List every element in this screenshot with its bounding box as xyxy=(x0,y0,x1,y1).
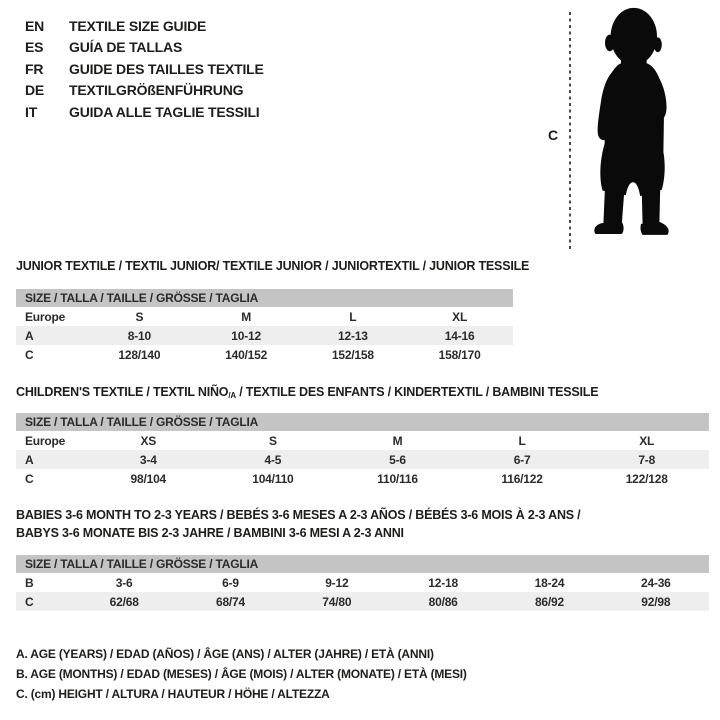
row-label: Europe xyxy=(25,309,66,324)
cell: S xyxy=(268,433,277,448)
language-row-it xyxy=(25,101,264,123)
cell: 158/170 xyxy=(438,347,481,362)
cell: XL xyxy=(452,309,468,324)
cell: 98/104 xyxy=(130,471,167,486)
row-label: B xyxy=(25,575,34,590)
table-row-europe xyxy=(16,307,513,326)
language-code: EN xyxy=(25,17,45,34)
language-code: FR xyxy=(25,60,44,77)
cell: L xyxy=(349,309,357,324)
cell: 6-9 xyxy=(222,575,239,590)
cell: 10-12 xyxy=(193,326,300,345)
cell: L xyxy=(518,433,526,448)
cell: 116/122 xyxy=(501,471,543,486)
cell: 92/98 xyxy=(603,592,709,611)
junior-size-table xyxy=(16,289,513,364)
cell: 74/80 xyxy=(284,592,390,611)
children-title-post: / TEXTILE DES ENFANTS / KINDERTEXTIL / BAMBINI TESSILE xyxy=(235,385,599,399)
children-title-sub: /A xyxy=(228,391,236,400)
language-row-de xyxy=(25,80,264,102)
cell: XL xyxy=(639,433,655,448)
babies-size-table xyxy=(16,555,709,611)
language-row-es xyxy=(25,37,264,59)
cell: 14-16 xyxy=(406,326,513,345)
cell: 128/140 xyxy=(118,347,161,362)
cell: M xyxy=(392,433,403,448)
cell: 110/116 xyxy=(377,471,418,486)
cell: 5-6 xyxy=(335,450,460,469)
size-header-bar: SIZE / TALLA / TAILLE / GRÖSSE / TAGLIA xyxy=(16,289,513,307)
cell: 3-4 xyxy=(86,450,211,469)
cell: 12-13 xyxy=(300,326,407,345)
row-label: C xyxy=(16,592,71,611)
children-title-pre: CHILDREN'S TEXTILE / TEXTIL NIÑO xyxy=(16,385,229,399)
cell: 140/152 xyxy=(225,347,268,362)
language-label: TEXTILE SIZE GUIDE xyxy=(69,17,207,34)
row-label: Europe xyxy=(25,433,66,448)
children-table-title xyxy=(16,385,598,400)
table-row-age-years xyxy=(16,326,513,345)
table-row-europe xyxy=(16,431,709,450)
cell: 24-36 xyxy=(640,575,671,590)
language-code: DE xyxy=(25,82,45,99)
height-dotted-line xyxy=(569,12,571,250)
cell: 3-6 xyxy=(115,575,133,590)
babies-table-title-line2: BABYS 3-6 MONATE BIS 2-3 JAHRE / BAMBINI 3-6 MESI A 2-3 ANNI xyxy=(16,526,404,540)
language-label: GUÍA DE TALLAS xyxy=(69,39,183,56)
language-row-fr xyxy=(25,58,264,80)
row-label: A xyxy=(16,450,86,469)
cell: 104/110 xyxy=(252,471,294,486)
row-label: A xyxy=(16,326,86,345)
cell: 9-12 xyxy=(325,575,349,590)
junior-table-title: JUNIOR TEXTILE / TEXTIL JUNIOR/ TEXTILE JUNIOR / JUNIORTEXTIL / JUNIOR TESSILE xyxy=(16,259,530,273)
cell: 68/74 xyxy=(177,592,283,611)
cell: S xyxy=(135,309,144,324)
table-row-age-years xyxy=(16,450,709,469)
children-size-table xyxy=(16,413,709,488)
note-height-cm: C. (cm) HEIGHT / ALTURA / HAUTEUR / HÖHE / ALTEZZA xyxy=(16,687,330,701)
cell: 86/92 xyxy=(496,592,602,611)
cell: 18-24 xyxy=(534,575,565,590)
cell: 80/86 xyxy=(390,592,496,611)
note-age-years: A. AGE (YEARS) / EDAD (AÑOS) / ÂGE (ANS) / ALTER (JAHRE) / ETÀ (ANNI) xyxy=(16,647,434,661)
table-row-height-cm xyxy=(16,469,709,488)
babies-table-title-line1: BABIES 3-6 MONTH TO 2-3 YEARS / BEBÉS 3-6 MESES A 2-3 AÑOS / BÉBÉS 3-6 MOIS À 2-3 ANS / xyxy=(16,508,581,522)
note-age-months: B. AGE (MONTHS) / EDAD (MESES) / ÂGE (MOIS) / ALTER (MONATE) / ETÀ (MESI) xyxy=(16,667,467,681)
cell: M xyxy=(241,309,252,324)
legend-notes xyxy=(16,644,467,704)
row-label: C xyxy=(25,347,34,362)
cell: 152/158 xyxy=(331,347,374,362)
cell: 122/128 xyxy=(625,471,668,486)
language-code: ES xyxy=(25,39,44,56)
language-code: IT xyxy=(25,103,38,120)
language-label: GUIDA ALLE TAGLIE TESSILI xyxy=(69,103,260,120)
cell: 62/68 xyxy=(71,592,177,611)
language-label: GUIDE DES TAILLES TEXTILE xyxy=(69,60,264,77)
language-list xyxy=(25,15,264,123)
cell: 4-5 xyxy=(211,450,336,469)
height-c-label: C xyxy=(548,127,559,143)
cell: 6-7 xyxy=(460,450,585,469)
toddler-silhouette-icon xyxy=(581,6,685,246)
cell: 12-18 xyxy=(428,575,458,590)
table-row-height-cm xyxy=(16,345,513,364)
table-row-height-cm xyxy=(16,592,709,611)
size-header-bar: SIZE / TALLA / TAILLE / GRÖSSE / TAGLIA xyxy=(16,555,709,573)
size-header-bar: SIZE / TALLA / TAILLE / GRÖSSE / TAGLIA xyxy=(16,413,709,431)
row-label: C xyxy=(25,471,34,486)
table-row-age-months xyxy=(16,573,709,592)
cell: XS xyxy=(140,433,157,448)
language-label: TEXTILGRÖßENFÜHRUNG xyxy=(69,82,244,99)
cell: 7-8 xyxy=(584,450,709,469)
language-row-en xyxy=(25,15,264,37)
cell: 8-10 xyxy=(86,326,193,345)
